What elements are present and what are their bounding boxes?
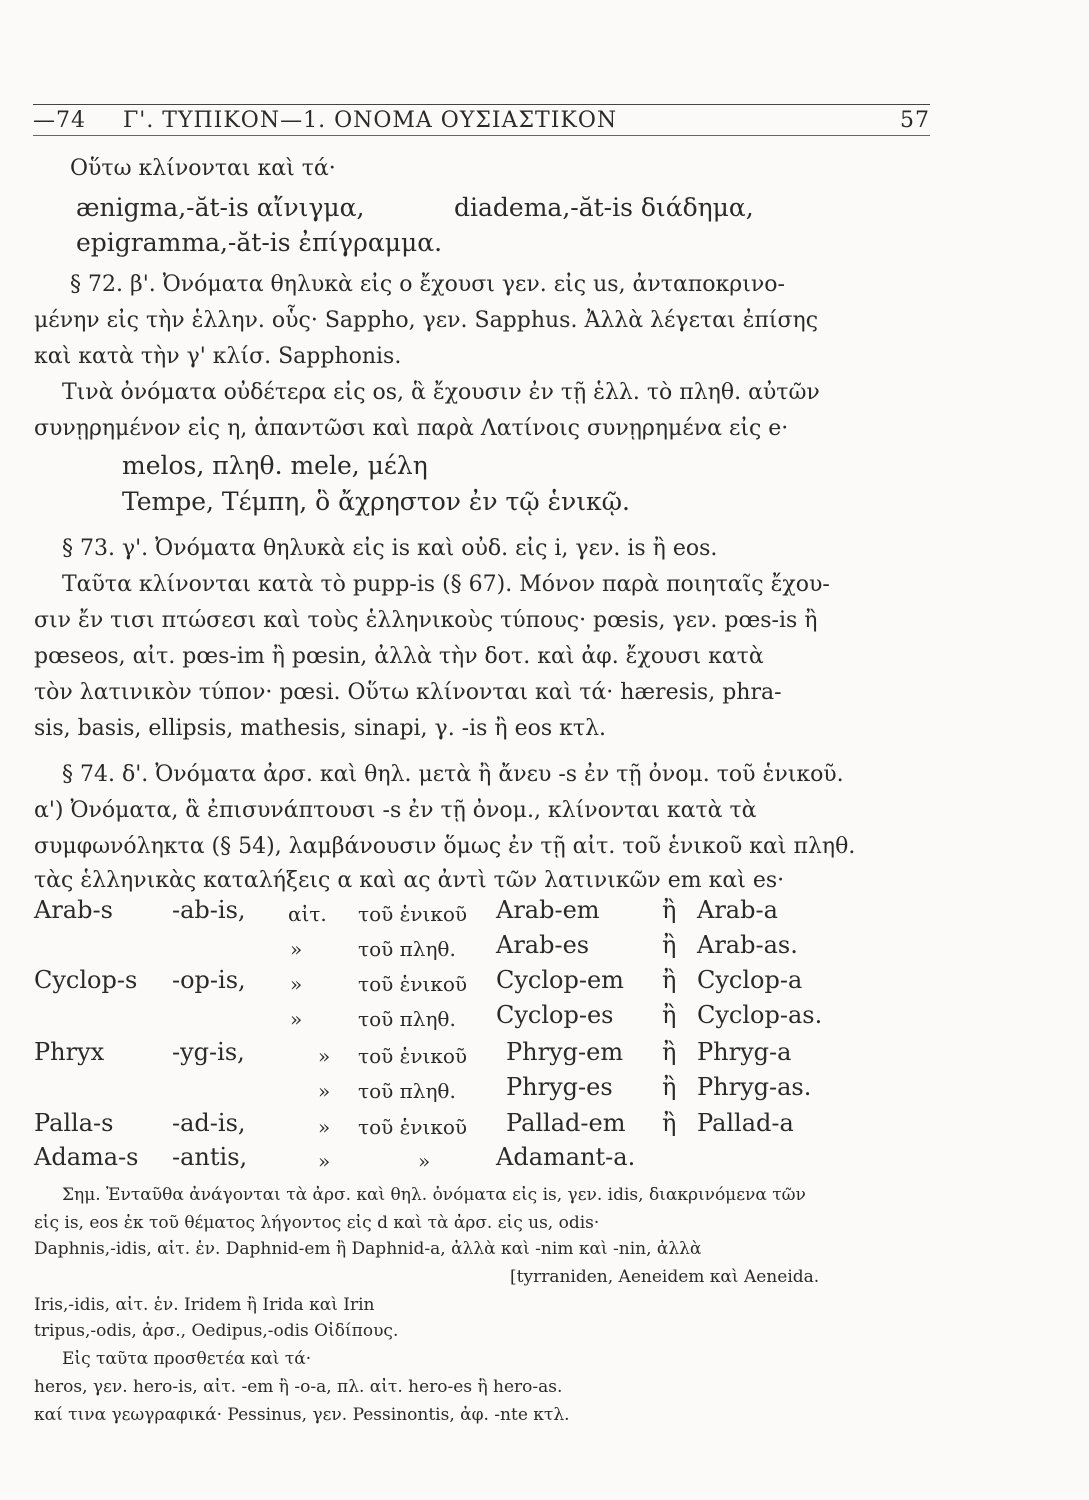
text-line: α') Ὀνόματα, ἃ ἐπισυνάπτουσι -s ἐν τῇ ὀνομ., κλίνονται κατὰ τὰ [34,798,757,823]
running-header [33,104,930,136]
text-line: ænigma,-ăt-is αἴνιγμα, [76,193,365,222]
header-rule-bottom [33,135,930,136]
note-line: Iris,-idis, αἰτ. ἑν. Iridem ἢ Irida καὶ Irin [34,1295,375,1315]
header-title: Γ'. ΤΥΠΙΚΟΝ—1. ΟΝΟΜΑ ΟΥΣΙΑΣΤΙΚΟΝ [123,108,618,133]
text-line: Ταῦτα κλίνονται κατὰ τὸ pupp-is (§ 67). Μόνον παρὰ ποιηταῖς ἔχου- [62,572,830,597]
text-line: τὸν λατινικὸν τύπον· pœsi. Οὕτω κλίνονται καὶ τά· hæresis, phra- [34,680,782,705]
text-line: epigramma,-ăt-is ἐπίγραμμα. [76,228,443,257]
note-line: tripus,-odis, ἀρσ., Oedipus,-odis Οἰδίπους. [34,1321,399,1341]
note-line: εἰς is, eos ἐκ τοῦ θέματος λήγοντος εἰς d καὶ τὰ ἀρσ. εἰς us, odis· [34,1213,600,1233]
text-line: Οὕτω κλίνονται καὶ τά· [70,156,336,181]
text-line: καὶ κατὰ τὴν γ' κλίσ. Sapphonis. [34,344,402,369]
header-rule-top [33,104,930,105]
book-page: —74 Γ'. ΤΥΠΙΚΟΝ—1. ΟΝΟΜΑ ΟΥΣΙΑΣΤΙΚΟΝ 57 Οὕτω κλίνονται καὶ τά· ænigma,-ăt-is αἴνιγμα, diadema,-ăt-is διάδημα, epigramma,-ăt-is ἐπίγραμμα. § 72. β'. Ὀνόματα θηλυκὰ εἰς ο ἔχουσι γεν. εἰς us, ἀνταποκρινο- μένην εἰς τὴν ἑλλην. οὗς· Sappho, γεν. Sapphus. Ἀλλὰ λέγεται ἐπίσης καὶ κατὰ τὴν γ' κλίσ. Sapphonis. Τινὰ ὀνόματα οὐδέτερα εἰς os, ἃ ἔχουσιν ἐν τῇ ἑλλ. τὸ πληθ. αὐτῶν συνῃρημένον εἰς η, ἀπαντῶσι καὶ παρὰ Λατίνοις συνῃρημένα εἰς e· melos, πληθ. mele, μέλη Tempe, Τέμπη, ὃ ἄχρηστον ἐν τῷ ἑνικῷ. § 73. γ'. Ὀνόματα θηλυκὰ εἰς is καὶ οὐδ. εἰς i, γεν. is ἢ eos. Ταῦτα κλίνονται κατὰ τὸ pupp-is (§ 67). Μόνον παρὰ ποιηταῖς ἔχου- σιν ἔν τισι πτώσεσι καὶ τοὺς ἑλληνικοὺς τύπους· pœsis, γεν. pœs-is ἢ pœseos, αἰτ. pœs-im ἢ pœsin, ἀλλὰ τὴν δοτ. καὶ ἀφ. ἔχουσι κατὰ τὸν λατινικὸν τύπον· pœsi. Οὕτω κλίνονται καὶ τά· hæresis, phra- sis, basis, ellipsis, mathesis, sinapi, γ. -is ἢ eos κτλ. § 74. δ'. Ὀνόματα ἀρσ. καὶ θηλ. μετὰ ἢ ἄνευ -s ἐν τῇ ὀνομ. τοῦ ἑνικοῦ. α') Ὀνόματα, ἃ ἐπισυνάπτουσι -s ἐν τῇ ὀνομ., κλίνονται κατὰ τὰ συμφωνόληκτα (§ 54), λαμβάνουσιν ὅμως ἐν τῇ αἰτ. τοῦ ἑνικοῦ καὶ πληθ. τὰς ἑλληνικὰς καταλήξεις α καὶ ας ἀντὶ τῶν λατινικῶν em καὶ es· Arab-s -ab-is, αἰτ. τοῦ ἑνικοῦ Arab-em ἢ Arab-a » τοῦ πληθ. Arab-es ἢ Arab-as. Cyclop-s -op-is, » τοῦ ἑνικοῦ Cyclop-em ἢ Cyclop-a » τοῦ πληθ. Cyclop-es ἢ Cyclop-as. Phryx -yg-is, » τοῦ ἑνικοῦ Phryg-em ἢ Phryg-a » τοῦ πληθ. Phryg-es ἢ Phryg-as. Palla-s -ad-is, » τοῦ ἑνικοῦ Pallad-em ἢ Pallad-a Adama-s -antis, » » Adamant-a. Σημ. Ἐνταῦθα ἀνάγονται τὰ ἀρσ. καὶ θηλ. ὀνόματα εἰς is, γεν. idis, διακρινόμενα τῶν εἰς is, eos ἐκ τοῦ θέματος λήγοντος εἰς d καὶ τὰ ἀρσ. εἰς us, odis· Daphnis,-idis, αἰτ. ἑν. Daphnid-em ἢ Daphnid-a, ἀλλὰ καὶ -nim καὶ -nin, ἀλλὰ [tyrraniden, Aeneidem καὶ Aeneida. Iris,-idis, αἰτ. ἑν. Iridem ἢ Irida καὶ Irin tripus,-odis, ἀρσ., Oedipus,-odis Οἰδίπους. Εἰς ταῦτα προσθετέα καὶ τά· heros, γεν. hero-is, αἰτ. -em ἢ -o-a, πλ. αἰτ. hero-es ἢ hero-as. καί τινα γεωγραφικά· Pessinus, γεν. Pessinontis, ἀφ. -nte κτλ. [0,0,1089,1500]
text-line: diadema,-ăt-is διάδημα, [454,193,754,222]
note-line: Εἰς ταῦτα προσθετέα καὶ τά· [62,1349,312,1369]
note-line: Daphnis,-idis, αἰτ. ἑν. Daphnid-em ἢ Daphnid-a, ἀλλὰ καὶ -nim καὶ -nin, ἀλλὰ [34,1239,702,1259]
text-line: Τινὰ ὀνόματα οὐδέτερα εἰς os, ἃ ἔχουσιν ἐν τῇ ἑλλ. τὸ πληθ. αὐτῶν [62,380,820,405]
note-line: Σημ. Ἐνταῦθα ἀνάγονται τὰ ἀρσ. καὶ θηλ. ὀνόματα εἰς is, γεν. idis, διακρινόμενα τῶν [62,1185,806,1205]
text-line: pœseos, αἰτ. pœs-im ἢ pœsin, ἀλλὰ τὴν δοτ. καὶ ἀφ. ἔχουσι κατὰ [34,644,764,669]
text-line: melos, πληθ. mele, μέλη [122,451,428,480]
note-line: καί τινα γεωγραφικά· Pessinus, γεν. Pessinontis, ἀφ. -nte κτλ. [34,1405,570,1425]
note-line: heros, γεν. hero-is, αἰτ. -em ἢ -o-a, πλ. αἰτ. hero-es ἢ hero-as. [34,1377,563,1397]
note-line: [tyrraniden, Aeneidem καὶ Aeneida. [510,1267,820,1287]
text-line: sis, basis, ellipsis, mathesis, sinapi, γ. -is ἢ eos κτλ. [34,716,607,741]
text-line: σιν ἔν τισι πτώσεσι καὶ τοὺς ἑλληνικοὺς τύπους· pœsis, γεν. pœs-is ἢ [34,608,818,633]
section-72-heading: § 72. β'. Ὀνόματα θηλυκὰ εἰς ο ἔχουσι γεν. εἰς us, ἀνταποκρινο- [70,272,785,297]
section-73-heading: § 73. γ'. Ὀνόματα θηλυκὰ εἰς is καὶ οὐδ. εἰς i, γεν. is ἢ eos. [62,536,718,561]
text-line: μένην εἰς τὴν ἑλλην. οὗς· Sappho, γεν. Sapphus. Ἀλλὰ λέγεται ἐπίσης [34,308,819,333]
section-74-heading: § 74. δ'. Ὀνόματα ἀρσ. καὶ θηλ. μετὰ ἢ ἄνευ -s ἐν τῇ ὀνομ. τοῦ ἑνικοῦ. [62,762,844,787]
text-line: συνῃρημένον εἰς η, ἀπαντῶσι καὶ παρὰ Λατίνοις συνῃρημένα εἰς e· [34,416,789,441]
header-left-number: —74 [33,108,86,133]
text-line: Tempe, Τέμπη, ὃ ἄχρηστον ἐν τῷ ἑνικῷ. [122,487,630,516]
text-line: τὰς ἑλληνικὰς καταλήξεις α καὶ ας ἀντὶ τῶν λατινικῶν em καὶ es· [34,868,785,893]
page-number: 57 [900,108,930,133]
text-line: συμφωνόληκτα (§ 54), λαμβάνουσιν ὅμως ἐν τῇ αἰτ. τοῦ ἑνικοῦ καὶ πληθ. [34,834,856,859]
